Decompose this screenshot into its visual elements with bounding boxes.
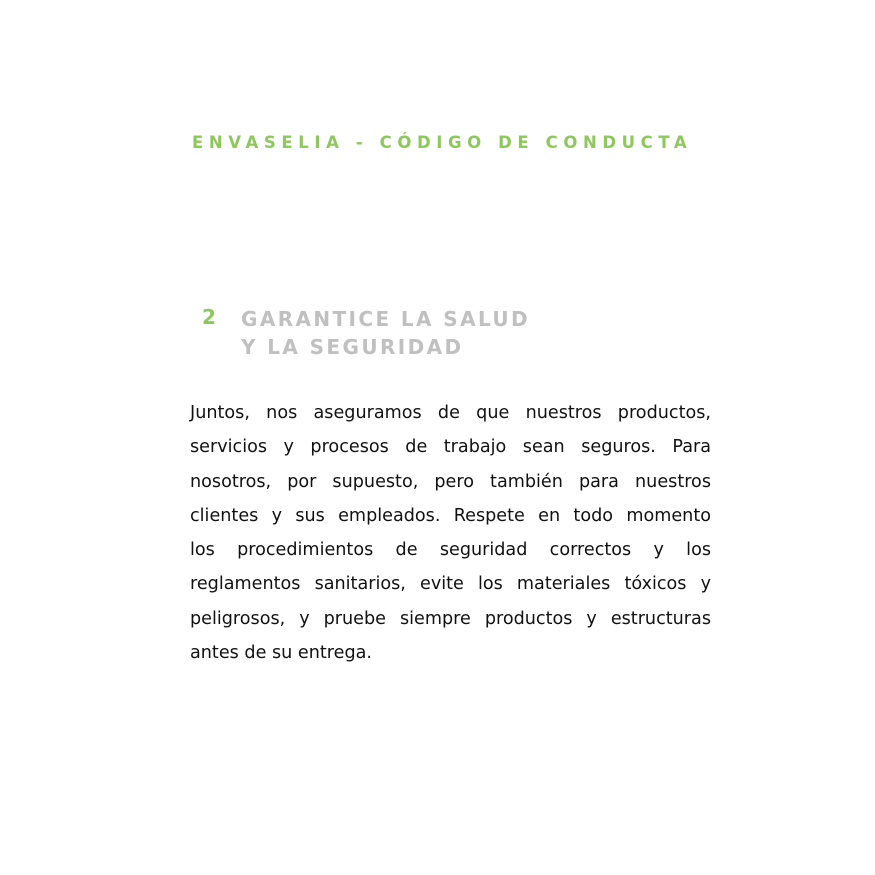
body-line: nosotros, por supuesto, pero también para nuestros bbox=[190, 471, 711, 492]
body-line: reglamentos sanitarios, evite los materiales tóxicos y bbox=[190, 574, 711, 595]
body-line: los procedimientos de seguridad correctos y los bbox=[190, 540, 711, 561]
section-title-line-2: Y LA SEGURIDAD bbox=[241, 335, 464, 359]
document-header-title: ENVASELIA - CÓDIGO DE CONDUCTA bbox=[192, 133, 693, 152]
body-line: peligrosos, y pruebe siempre productos y estructuras bbox=[190, 608, 711, 629]
body-line: Juntos, nos aseguramos de que nuestros productos, bbox=[190, 403, 711, 423]
section-title bbox=[241, 305, 530, 361]
section-title-line-1: GARANTICE LA SALUD bbox=[241, 307, 531, 331]
body-paragraph bbox=[190, 396, 711, 670]
section-number: 2 bbox=[202, 305, 216, 329]
body-line: servicios y procesos de trabajo sean seguros. Para bbox=[190, 437, 711, 458]
body-line: antes de su entrega. bbox=[190, 643, 372, 664]
body-line: clientes y sus empleados. Respete en todo momento bbox=[190, 505, 711, 526]
